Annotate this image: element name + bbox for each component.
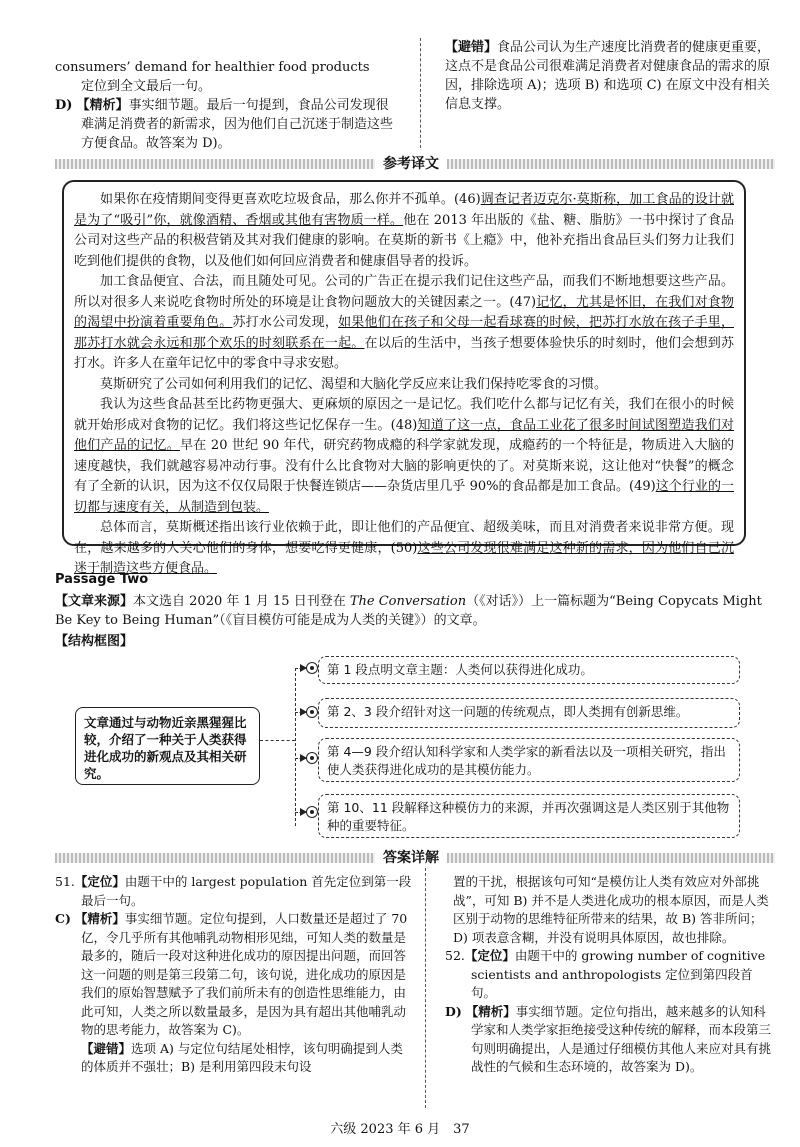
underlined-sentence: 记忆，尤其是怀旧，在我们对食物的渴望中扮演着重要角色。 <box>74 294 734 330</box>
connector-trunk <box>295 668 296 826</box>
avoid-error-tag: 【避错】 <box>445 40 498 55</box>
passage-title: Passage Two <box>55 572 149 587</box>
option-label: D) <box>55 98 73 113</box>
bullet-icon <box>306 706 318 718</box>
bullet-icon <box>306 806 318 818</box>
answers-header-band <box>55 849 775 867</box>
underlined-sentence: 这些公司发现很难满足这种新的需求，因为他们自己沉迷于制造这些方便食品。 <box>74 540 734 576</box>
underlined-sentence: 这个行业的一切都与速度有关，从制造到包装。 <box>74 479 734 515</box>
underlined-sentence: 如果他们在孩子和父母一起看球赛的时候，把苏打水放在孩子手里，那苏打水就会永远和那个欢乐的时刻联系在一起。 <box>74 315 734 351</box>
question-51-location: 51.【定位】由题干中的 largest population 首先定位到第一段最后一句。 <box>55 874 412 908</box>
structure-node-4: 第 10、11 段解释这种模仿力的来源，并再次强调这是人类区别于其他物种的重要特征。 <box>318 794 740 838</box>
article-source: 【文章来源】本文选自 2020 年 1 月 15 日刊登在 The Conversation（《对话》）上一篇标题为“Being Copycats Might Be Key to Being Human”（《盲目模仿可能是成为人类的关键》）的文章。 <box>55 594 762 628</box>
question-52-location: 52.【定位】由题干中的 growing number of cognitive scientists and anthropologists 定位到第四段首句。 <box>445 948 766 1000</box>
question-51-avoid-error: 【避错】选项 A) 与定位句结尾处相悖，该句明确提到人类的体质并不强壮；B) 是利用第四段末句设 <box>81 1040 403 1074</box>
avoid-error-text: 食品公司认为生产速度比消费者的健康更重要，这点不是食品公司很难满足消费者对健康食品的需求的原因，排除选项 A)；选项 B) 和选项 C) 在原文中没有相关信息支撑。 <box>445 40 771 112</box>
translation-paragraph-3: 莫斯研究了公司如何利用我们的记忆、渴望和大脑化学反应来让我们保持吃零食的习惯。 <box>100 376 608 392</box>
translation-paragraph-1: 如果你在疫情期间变得更喜欢吃垃圾食品，那么你并不孤单。(46)调查记者迈克尔·莫斯称，加工食品的设计就是为了“吸引”你，就像酒精、香烟或其他有害物质一样。他在 2013 年出版的《盐、糖、脂肪》一书中探讨了食品公司对这些产品的积极营销及其对我们健康的影响。在莫斯的新书《上瘾》中，他补充指出食品巨头们努力让我们吃到他们提供的食物，以及他们如何回应消费者和健康倡导者的投诉。 <box>74 192 735 269</box>
question-51-avoid-error-cont: 置的干扰，根据该句可知“是模仿让人类有效应对外部挑战”，可知 B) 并不是人类进化成功的根本原因，而是人类区别于动物的思维特征所带来的结果，故 B) 答非所问；D) 项表意含糊，并没有说明具体原因，故也排除。 <box>453 874 769 945</box>
translation-box <box>62 180 746 576</box>
column-divider <box>420 38 421 148</box>
structure-node-3: 第 4—9 段介绍认知科学家和人类学家的新看法以及一项相关研究，指出使人类获得进化成功的是其模仿能力。 <box>318 738 740 782</box>
question-52-analysis: D) 【精析】事实细节题。定位句指出，越来越多的认知科学家和人类学家拒绝接受这种传统的解释，而本段第三句则明确提出，人是通过仔细模仿其他人来应对具有挑战性的气候和生态环境的，故答案为 D)。 <box>445 1003 772 1074</box>
top-left-line2: 定位到全文最后一句。 <box>81 79 212 94</box>
page-footer: 六级 2023 年 6 月 37 <box>330 1122 470 1137</box>
structure-node-2: 第 2、3 段介绍针对这一问题的传统观点，即人类拥有创新思维。 <box>318 698 740 728</box>
top-left-column <box>55 58 400 153</box>
structure-frame-title: 【结构框图】 <box>55 634 134 649</box>
top-right-column <box>445 38 775 114</box>
avoid-error-note <box>445 38 775 114</box>
question-51-analysis: C) 【精析】事实细节题。定位句提到，人口数量还是超过了 70 亿，令几乎所有其他哺乳动物相形见绌，可知人类的数量是最多的，随后一段对这种进化成功的原因提出问题，而回答这一问题的则是第三段第二句，该句说，进化成功的原因是我们的原始智慧赋予了我们前所未有的创造性思维能力，由此可知，人类之所以数量最多，是因为具有超出其他哺乳动物的思考能力，故答案为 C)。 <box>55 911 408 1037</box>
answers-title: 答案详解 <box>375 849 447 868</box>
translation-header-band <box>55 155 775 173</box>
translation-paragraph-4: 我认为这些食品甚至比药物更强大、更麻烦的原因之一是记忆。我们吃什么都与记忆有关，我们在很小的时候就开始形成对食物的记忆。我们将这些记忆保存一生。(48)知道了这一点，食品工业花了很多时间试图塑造我们对他们产品的记忆。早在 20 世纪 90 年代，研究药物成瘾的科学家就发现，成瘾药的一个特征是，物质进入大脑的速度越快，我们就越容易冲动行事。没有什么比食物对大脑的影响更快的了。对莫斯来说，这让他对“快餐”的概念有了全新的认识，因为这不仅仅局限于快餐连锁店——杂货店里几乎 90%的食品都是加工食品。(49)这个行业的一切都与速度有关，从制造到包装。 <box>74 397 734 515</box>
analysis-text: 事实细节题。最后一句提到，食品公司发现很难满足消费者的新需求，因为他们自己沉迷于制造这些方便食品。故答案为 D)。 <box>81 98 394 151</box>
bullet-icon <box>306 752 318 764</box>
bullet-icon <box>306 662 318 674</box>
translation-paragraph-2: 加工食品便宜、合法，而且随处可见。公司的广告正在提示我们记住这些产品，而我们不断地想要这些产品。所以对很多人来说吃食物时所处的环境是让食物问题放大的关键因素之一。(47)记忆，尤其是怀旧，在我们对食物的渴望中扮演着重要角色。苏打水公司发现，如果他们在孩子和父母一起看球赛的时候，把苏打水放在孩子手里，那苏打水就会永远和那个欢乐的时刻联系在一起。在以后的生活中，当孩子想要体验快乐的时刻时，他们会想到苏打水。许多人在童年记忆中的零食中寻求安慰。 <box>74 274 734 371</box>
structure-node-1: 第 1 段点明文章主题：人类何以获得进化成功。 <box>318 656 740 684</box>
column-divider <box>425 868 426 1108</box>
underlined-sentence: 知道了这一点，食品工业花了很多时间试图塑造我们对他们产品的记忆。 <box>74 417 734 453</box>
top-left-line1: consumers’ demand for healthier food products <box>55 60 370 75</box>
structure-main-box: 文章通过与动物近亲黑猩猩比较，介绍了一种关于人类获得进化成功的新观点及其相关研究。 <box>75 707 260 785</box>
connector-main <box>260 740 295 741</box>
translation-title: 参考译文 <box>375 155 447 174</box>
answers-left-column <box>55 873 413 1077</box>
journal-name: The Conversation <box>349 594 467 609</box>
underlined-sentence: 调查记者迈克尔·莫斯称，加工食品的设计就是为了“吸引”你，就像酒精、香烟或其他有害物质一样。 <box>74 192 735 228</box>
answers-right-column <box>445 873 775 1077</box>
answer-d-explanation <box>55 96 400 153</box>
translation-paragraph-5: 总体而言，莫斯概述指出该行业依赖于此，即让他们的产品便宜、超级美味，而且对消费者来说非常方便。现在，越来越多的人关心他们的身体，想要吃得更健康，(50)这些公司发现很难满足这种新的需求，因为他们自己沉迷于制造这些方便食品。 <box>74 520 734 576</box>
analysis-tag: 【精析】 <box>76 98 129 113</box>
